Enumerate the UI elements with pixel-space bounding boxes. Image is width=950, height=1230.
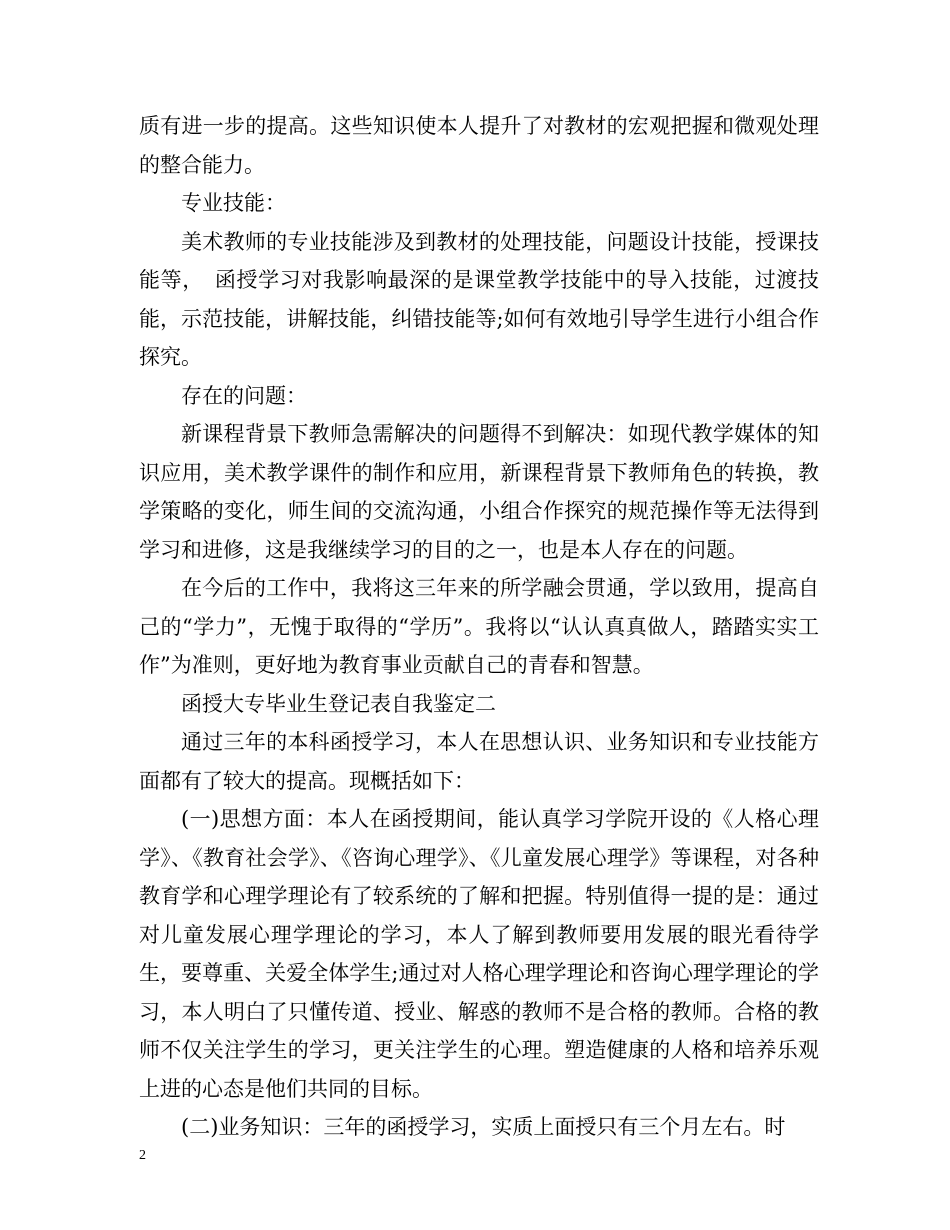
- section-heading-existing-problems: 存在的问题：: [181, 383, 307, 408]
- paragraph-future-work: 在今后的工作中，我将这三年来的所学融会贯通，学以致用，提高自己的“学力”，无愧于取得的“学历”。我将以“认认真真做人，踏踏实实工作”为准则，更好地为教育事业贡献自己的青春和智慧。: [139, 576, 819, 677]
- paragraph-ideology: (一)思想方面：本人在函授期间，能认真学习学院开设的《人格心理学》、《教育社会学》、《咨询心理学》、《儿童发展心理学》等课程，对各种教育学和心理学理论有了较系统的了解和把握。特别值得一提的是：通过对儿童发展心理学理论的学习，本人了解到教师要用发展的眼光看待学生，要尊重、关爱全体学生;通过对人格心理学理论和咨询心理学理论的学习，本人明白了只懂传道、授业、解惑的教师不是合格的教师。合格的教师不仅关注学生的学习，更关注学生的心理。塑造健康的人格和培养乐观上进的心态是他们共同的目标。: [139, 807, 819, 1101]
- section-heading-professional-skills: 专业技能：: [181, 191, 286, 215]
- document-body: [139, 107, 819, 1147]
- paragraph-existing-problems: 新课程背景下教师急需解决的问题得不到解决：如现代教学媒体的知识应用，美术教学课件的制作和应用，新课程背景下教师角色的转换，教学策略的变化，师生间的交流沟通，小组合作探究的规范操作等无法得到学习和进修，这是我继续学习的目的之一，也是本人存在的问题。: [139, 422, 819, 562]
- paragraph-professional-skills: 美术教师的专业技能涉及到教材的处理技能，问题设计技能，授课技能等， 函授学习对我影响最深的是课堂教学技能中的导入技能，过渡技能，示范技能，讲解技能，纠错技能等;如何有效地引导学生进行小组合作探究。: [139, 229, 819, 369]
- paragraph-continuation: 质有进一步的提高。这些知识使本人提升了对教材的宏观把握和微观处理的整合能力。: [139, 114, 819, 177]
- paragraph-business-knowledge: (二)业务知识：三年的函授学习，实质上面授只有三个月左右。时: [181, 1115, 786, 1139]
- section-heading-self-appraisal-two: 函授大专毕业生登记表自我鉴定二: [181, 691, 496, 716]
- page-number: 2: [139, 1148, 146, 1163]
- paragraph-summary-intro: 通过三年的本科函授学习，本人在思想认识、业务知识和专业技能方面都有了较大的提高。现概括如下：: [139, 730, 819, 793]
